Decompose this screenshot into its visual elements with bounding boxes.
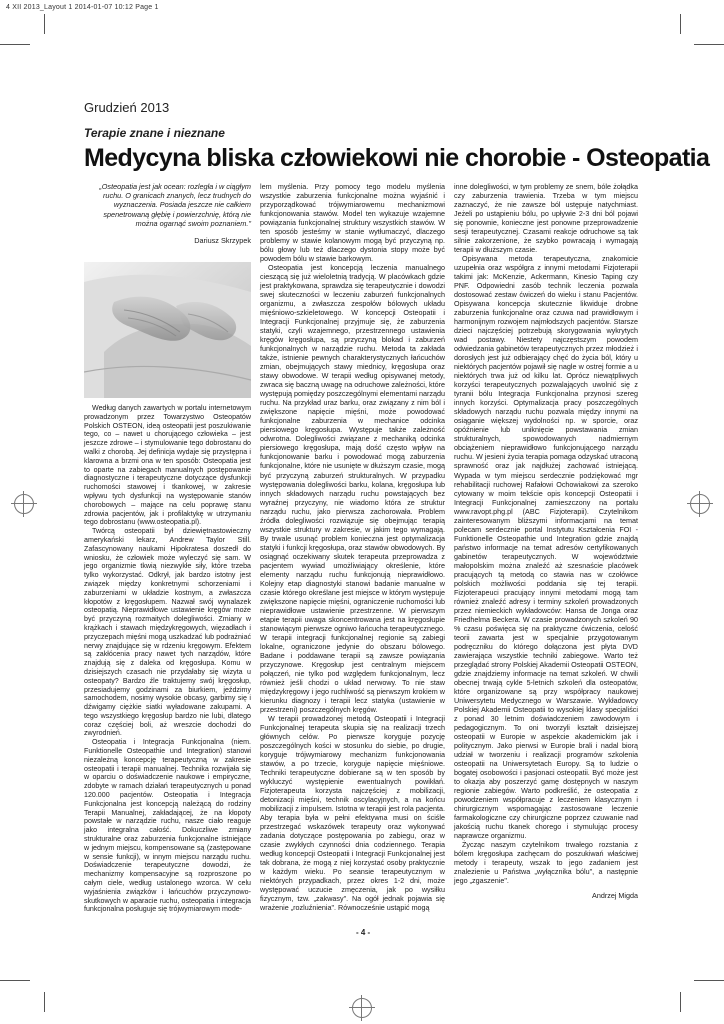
registration-mark-icon bbox=[14, 494, 34, 514]
paragraph: Opisywana metoda terapeutyczna, znakomicie uzupełnia oraz współgra z innymi metodami Fizjoterapii takimi jak: McKenzie, Ackermann, Kinesio Taping czy PNF. Odpowiedni zasób technik leczenia pozwala dostosować zestaw ćwiczeń do wieku i stanu Pacjentów. Opisywana koncepcja skutecznie likwiduje drobne zaburzenia funkcjonalne oraz czuwa nad prawidłowym i harmonijnym rozwojem najmłodszych pacjentów. Starsze dzieci najczęściej potrzebują skorygowania wykrytych wad postawy. Niestety najczęstszym powodem odwiedzania gabinetów terapeutycznych przez młodzież i dorosłych jest już odbierający chęć do życia ból, który u niektórych pacjentów pojawił się nagle w ostrej formie a u niektórych trwa już od kilku lat. Oprócz niewątpliwych korzyści terapeutycznych pozwalających uwolnić się z tyranii bólu Integracja Funkcjonalna przynosi szereg innych korzyści. Optymalizacja pracy poszczególnych składowych narządu ruchu pozwala między innymi na osiąganie większej wydolności np. w sporcie, oraz opóźnienie lub uniknięcie powstawania zmian strukturalnych, spowodowanych nadmiernym obciążeniem nieprawidłowo funkcjonującego narządu ruchu. W jesieni życia terapia pomaga odzyskać utraconą sprawność oraz jak najdłużej zachować istniejącą. Wypada w tym miejscu serdecznie podziękować mgr rehabilitacji ruchowej Rafałowi Ochowiakowi za szeroko cytowany w moim tekście opis koncepcji Osteopatii i Integracji Funkcjonalnej zamieszczony na portalu www.ravopt.phg.pl (ABC Fizjoterapii). Czytelnikom zainteresowanym bliższymi informacjami na temat polecam serdecznie portal Instytutu Kształcenia FOI - Funktionelle Osteopathie und Integration gdzie znajdą państwo informacje na temat adresów certyfikowanych gabinetów terapeutycznych. W województwie małopolskim można znaleźć aż szesnaście placówek pracujących tą metodą co stawia nas w czołówce polskich możliwości poddania się tej terapii. Fizjoterapeuci pracujący innymi metodami mogą tam również znaleźć adresy i terminy szkoleń prowadzonych przez niemieckich wykładowców: Hansa de Jonga oraz Friedhelma Beckera. W czasie prowadzonych szkoleń 90 % czasu poświęca się na praktyczne ćwiczenia, celość teorii zawarta jest w specjalnie przygotowanym podręczniku do którego dołączona jest płyta DVD zawierająca wszystkie techniki zabiegowe. Warto też przeglądać strony Polskiej Akademii Osteopatii OSTEON, gdzie znajdziemy informacje na temat szkoleń. W chwili obecnej trwają cykle 5-letnich szkoleń dla osteopatów, które organizowane są przy współpracy naukowej Uniwersytetu Medycznego w Warszawie. Wykładowcy Polskiej Akademii Osteopatii to wysokiej klasy specjaliści z ponad 30 letnim doświadczeniem zawodowym i pedagogicznym. To oni tworzyli kształt dzisiejszej osteopatii w Europie w aspekcie akademickim jak i politycznym. Jako pierwsi w Europie brali i nadal biorą udział w tworzeniu i realizacji programów szkolenia osteopatii na Uniwersytetach Europy. Są to ludzie o bogatej osobowości i pasjonaci osteopatii. Być może jest to okazja aby poszerzyć gamę dostępnych w naszym regionie zabiegów. Warto podkreślić, że osteopatia z powodzeniem współpracuje z leczeniem klasycznym i chirurgicznym wspomagając zastosowane leczenie farmakologiczne czy chirurgiczne poprzez czuwanie nad jakością ruchu tkanek chorego i stymulując procesy naprawcze organizmu. bbox=[454, 254, 638, 841]
crop-mark bbox=[44, 992, 45, 1012]
registration-mark-icon bbox=[352, 998, 372, 1018]
crop-mark bbox=[694, 980, 724, 981]
crop-mark bbox=[44, 14, 45, 34]
crop-mark bbox=[0, 44, 30, 45]
crop-mark bbox=[680, 992, 681, 1012]
crop-mark bbox=[0, 980, 30, 981]
registration-mark-icon bbox=[690, 494, 710, 514]
section-label: Terapie znane i nieznane bbox=[84, 126, 225, 140]
paragraph: W terapii prowadzonej metodą Osteopatii i Integracji Funkcjonalnej terapeuta skupia się na realizacji trzech głównych celów. Po pierwsze koryguje pozycję poszczególnych kości w stosunku do siebie, po drugie, koryguje trójwymiarowy mechanizm funkcjonowania stawów, a po trzecie, koryguje napięcie mięśniowe. Techniki terapeutyczne dobierane są w ten sposób by wykluczyć występienie ewentualnych powikłań. Fizjoterapeuta korzysta najczęściej z mobilizacji, detonizacji mięśni, technik oscylacyjnych, a na końcu mobilizacji z impulsem. Istotna w terapii jest rola pacjenta. Aby terapia była w pełni efektywna musi on ściśle przestrzegać wskazówek terapeuty oraz wykonywać zadania dotyczące postępowania po zabiegu, oraz w czasie zwykłych czynności dnia codziennego. Terapia według koncepcji Osteopatii i Integracji Funkcjonalnej jest tak dobrana, że mogą z niej korzystać osoby praktycznie w każdym wieku. Po seansie terapeutycznym w niektórych przypadkach, przez okres 1-2 dni, może występować uczucie zmęczenia, jak po wysiłku fizycznym, tzw. „zakwasy". Na ogół jednak pojawia się wrażenie „rozluźnienia". Równocześnie ustąpić mogą bbox=[260, 713, 445, 913]
column-1 bbox=[84, 182, 251, 245]
massage-photo bbox=[84, 262, 251, 398]
paragraph: Według danych zawartych w portalu internetowym prowadzonym przez Towarzystwo Osteopatów Polskich OSTEON, ideą osteopatii jest poszukiwanie tego, co – nawet u chorującego człowieka – jest jeszcze zdrowe – i stymulowanie tego dobrostanu do walki z chorobą. Jej definicja wydaje się przystępna i klarowna a brzmi ona w ten sposób: Osteopatia jest to oparte na zabiegach manualnych postępowanie diagnostyczne i terapeutyczne dotyczące dysfunkcji ruchomości stawowej i tkankowej, w zakresie wpływu tych dysfunkcji na występowanie stanów chorobowych – mające na celu poprawę stanu zdrowia pacjentów, jak i profilaktykę w utrzymaniu tego dobrostanu (www.osteopatia.pl). bbox=[84, 404, 251, 527]
crop-mark bbox=[694, 44, 724, 45]
author-signature: Andrzej Migda bbox=[592, 891, 638, 901]
page-number: - 4 - bbox=[356, 928, 371, 937]
motto-quote: „Osteopatia jest jak ocean: rozległa i w ciągłym ruchu. O granicach znanych, lecz trudnych do wyznaczenia. Posiada jeszcze nie całkiem spenetrowaną głębię i powierzchnię, którą nie można ogarnąć swoim poznaniem." bbox=[99, 182, 251, 228]
crop-mark bbox=[680, 14, 681, 34]
column-2 bbox=[260, 182, 445, 912]
massage-photo-icon bbox=[84, 262, 251, 398]
paragraph: inne dolegliwości, w tym problemy ze snem, bóle żołądka czy zaburzenia trawienia. Trzeba w tym miejscu zaznaczyć, że nie zawsze ból ustępuje natychmiast. Jeżeli po ustąpieniu bólu, po upływie 2-3 dni ból pojawi się ponownie, konieczne jest ponowne przeprowadzenie sesji terapeutycznej. Czasami reakcje odruchowe są tak silnie zakorzenione, że szybko powracają i wymagają terapii w dłuższym czasie. bbox=[454, 182, 638, 255]
print-slug: 4 XII 2013_Layout 1 2014-01-07 10:12 Page 1 bbox=[6, 4, 159, 11]
paragraph: Życząc naszym czytelnikom trwałego rozstania z bólem kręgosłupa zachęcam do poszukiwań właściwej metody i terapeuty, wszak to jego zadaniem jest znalezienie u Państwa „wyłącznika bólu", a następnie jego „zgaszenie". bbox=[454, 840, 638, 886]
paragraph: lem myślenia. Przy pomocy tego modelu myślenia wszystkie zaburzenia funkcjonalne można wyjaśnić i przyporządkować trójwymiarowemu mechanizmowi funkcjonowania stawów. Model ten wykazuje wzajemne powiązania funkcjonalnej struktury wszystkich stawów. W ten sposób jesteśmy w stanie wytłumaczyć, dlaczego problemy w stawie kolanowym mogą być przyczyną np. bólu głowy lub też dlaczego dystonia stopy może być powodem bólu w stawie barkowym. bbox=[260, 182, 445, 264]
paragraph: Osteopatia i Integracja Funkcjonalna (niem. Funktionelle Osteopathie und Integration) stanowi niezależną koncepcję terapeutyczną w zakresie osteopatii i terapii manualnej. Technika rozwijała się w oparciu o doświadczenie naukowe i empiryczne, zdobyte w ramach działań terapeutycznych u ponad 120.000 pacjentów. Osteopatia i Integracja Funkcjonalna jest koncepcją należącą do rodziny Terapii Manualnej, zakładającej, że na kłopoty powstałe w narządzie ruchu, nasze ciało reaguje jako integralna całość. Dokuczliwe zmiany strukturalne oraz zaburzenia funkcjonalne istniejące w jednym miejscu, kompensowane są (zastępowane w sensie funkcji), w innym miejscu narządu ruchu. Doświadczenie terapeutyczne dowodzi, że mechanizmy kompensacyjne są rozproszone po całym ciele, według ustalonego wzorca. W celu wyjaśnienia związków i łańcuchów przyczynowo-skutkowych w aparacie ruchu, osteopatia i integracja funkcjonalna posługuje się trójwymiarowym mode- bbox=[84, 738, 251, 914]
paragraph: Osteopatia jest koncepcją leczenia manualnego cieszącą się już wieloletnią tradycją. W placówkach gdzie jest praktykowana, sprawdza się terapeutycznie i dowodzi swej skuteczności w leczeniu zaburzeń funkcjonalnych organizmu, a zwłaszcza zespołów bólowych układu mięśniowo-szkieletowego. W koncepcji Osteopatii i Integracji Funkcjonalnej przyjmuje się, że zaburzenia statyki, czyli wzajemnego, przestrzennego ustawienia kręgów kręgosłupa, są przyczyną blokad i zaburzeń funkcjonalnych w narządzie ruchu. Metoda ta zakłada także, istnienie pewnych charakterystycznych łańcuchów zmian, obejmujących stawy miednicy, kręgosłupa oraz stawy obwodowe. W terapii według opisywanej metody, zwraca się baczną uwagę na odruchowe zależności, które występują pomiędzy poszczególnymi elementami narządu ruchu. Na przykład uraz barku, oraz związany z nim ból i zwiększone napięcie mięśni, może powodować funkcjonalne zaburzenia w mechanice odcinka piersiowego kręgosłupa. Występuje także zależność odwrotna. Dolegliwości związane z mechaniką odcinka piersiowego kręgosłupa, mają dość często wpływ na funkcjonowanie barku i powodować mogą zaburzenia funkcjonalne, które nie usunięte w dłuższym czasie, mogą być przyczyną zaburzeń strukturalnych. W przypadku występowania dolegliwości barku, kolana, kręgosłupa lub innych składowych narządu ruchu powstających bez wyraźnej przyczyny, nie wiadomo która ze struktur narządu ruchu, jako pierwsza zachorowała. Problem źródła dolegliwości rozwiązuje się obejmując terapią wszystkie struktury w zakresie, w jakim tego wymagają. By trwale usunąć problem konieczna jest optymalizacja statyki i funkcji kręgosłupa, oraz stawów obwodowych. By osiągnąć oczekiwany skutek terapeuta przeprowadza z pacjentem wywiad umożliwiający określenie, które elementy narządu ruchu funkcjonują nieprawidłowo. Kolejny etap diagnostyki stanowi badanie manualne w czasie którego określane jest miejsce w którym występuje zwiększone napięcie mięśni, ograniczenie ruchomości lub nieprawidłowe ustawienie przestrzenne. W pierwszym etapie terapii uwaga skoncentrowana jest na kręgosłupie stanowiącym pierwsze ogniwo łańcucha terapeutycznego. W terapii integracji funkcjonalnej regionie są zabiegi lokalne, ograniczone jedynie do obszaru bólowego. Badane i poddawane terapii są zawsze powiązania przyczynowe. Kręgosłup jest centralnym miejscem połączeń, nie tylko pod względem funkcjonalnym, lecz również jeśli chodzi o układ nerwowy. To nie staw międzykręgowy i jego ruchliwość są pierwszym krokiem w kierunku diagnozy i terapii lecz statyka (ustawienie w przestrzeni) poszczególnych kręgów. bbox=[260, 263, 445, 714]
issue-date: Grudzień 2013 bbox=[84, 100, 170, 115]
column-1-body bbox=[84, 404, 251, 914]
motto-author: Dariusz Skrzypek bbox=[194, 236, 251, 246]
headline: Medycyna bliska człowiekowi nie chorobie - Osteopatia bbox=[84, 144, 710, 172]
column-3 bbox=[454, 182, 638, 900]
paragraph: Twórcą osteopatii był dziewiętnastowieczny amerykański lekarz, Andrew Taylor Still. Zafascynowany naukami Hipokratesa doszedł do wniosku, że człowiek może wyleczyć się sam. W jego organizmie tkwią niezwykłe siły, które trzeba tylko wykorzystać. Odkrył, jak bardzo istotny jest związek między konkretnymi schorzeniami i zaburzeniami w układzie kostnym, a zwłaszcza kłopotów z kręgosłupem. Nazwał swój wynalazek osteopatią. Nieprawidłowe ustawienie kręgów może być przyczyną rozmaitych dolegliwości. Zmiany w krążkach i stawach międzykręgowych, więzadłach i przyczepach mięśni mogą uszkadzać lub podrażniać nerwy znajdujące się w rdzeniu kręgowym. Efektem są zakłócenia pracy nawet tych narządów, które znajdują się z daleka od kręgosłupa. Komu w dzisiejszych czasach nie przydałaby się wizyta u osteopaty? Bardzo źle traktujemy swój kręgosłup, przesiadujemy godzinami za biurkiem, jeździmy samochodem, nosimy wysokie obcasy, garbimy się i dźwigamy ciężkie siatki wyładowane zakupami. A tego wszystkiego kręgosłup bardzo nie lubi, dlatego coraz częściej boli, aż wreszcie dochodzi do zwyrodnień. bbox=[84, 527, 251, 738]
